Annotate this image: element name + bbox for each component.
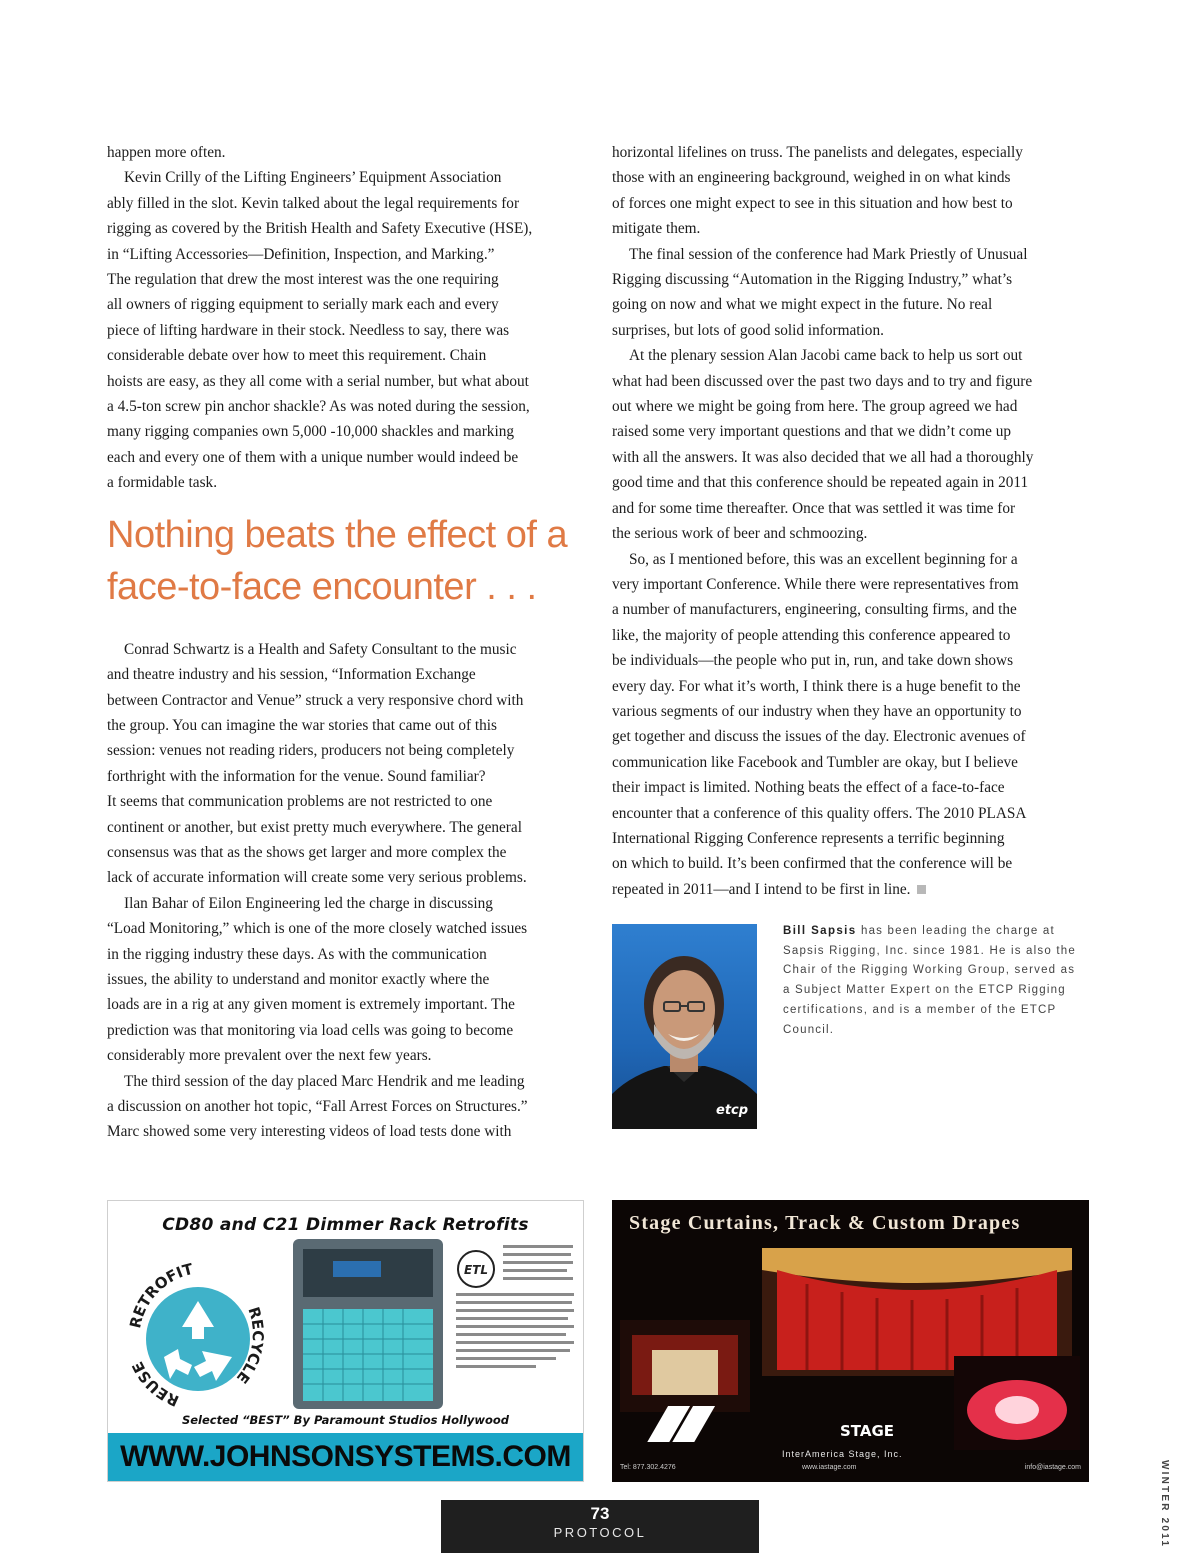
text-line bbox=[107, 318, 587, 343]
bio-line-1: has been leading the charge at bbox=[856, 925, 1055, 937]
text-line-content: those with an engineering background, weighed in on what kinds bbox=[612, 169, 1011, 187]
article-column-right bbox=[612, 140, 1092, 902]
text-line-content: lack of accurate information will create some very serious problems. bbox=[107, 869, 527, 887]
text-line-content: continent or another, but exist pretty much everywhere. The general bbox=[107, 818, 522, 836]
text-line bbox=[612, 394, 1092, 419]
text-line-content: every day. For what it’s worth, I think there is a huge benefit to the bbox=[612, 677, 1021, 695]
text-line-content: The third session of the day placed Marc Hendrik and me leading bbox=[124, 1072, 525, 1090]
text-line bbox=[107, 394, 587, 419]
text-line-content: So, as I mentioned before, this was an excellent beginning for a bbox=[629, 550, 1018, 568]
text-line-content: piece of lifting hardware in their stock. Needless to say, there was bbox=[107, 321, 510, 339]
text-line bbox=[612, 343, 1092, 368]
ring-label-recycle: RECYCLE bbox=[232, 1304, 267, 1387]
author-bio bbox=[783, 922, 1083, 1040]
text-line bbox=[107, 916, 587, 941]
text-line bbox=[107, 713, 587, 738]
text-line bbox=[612, 877, 1092, 902]
text-line-content: consensus was that as the shows get larger and more complex the bbox=[107, 843, 507, 861]
text-line-content: a discussion on another hot topic, “Fall Arrest Forces on Structures.” bbox=[107, 1098, 528, 1115]
text-line-content: ably filled in the slot. Kevin talked about the legal requirements for bbox=[107, 194, 520, 212]
issue-label: WINTER 2011 bbox=[1159, 1460, 1170, 1549]
text-line-content: get together and discuss the issues of the day. Electronic avenues of bbox=[612, 728, 1026, 746]
text-line-content: considerably more prevalent over the next few years. bbox=[107, 1047, 432, 1065]
text-line bbox=[107, 242, 587, 267]
page-footer bbox=[441, 1500, 759, 1553]
text-line bbox=[612, 699, 1092, 724]
text-line bbox=[612, 572, 1092, 597]
text-line bbox=[612, 191, 1092, 216]
text-line-content: a number of manufacturers, engineering, consulting firms, and the bbox=[612, 601, 1017, 619]
bio-line-4: a Subject Matter Expert on the ETCP Rigging bbox=[783, 984, 1066, 997]
text-line bbox=[107, 738, 587, 763]
author-photo bbox=[612, 924, 757, 1129]
text-line bbox=[107, 470, 587, 495]
text-line bbox=[612, 445, 1092, 470]
pull-headline bbox=[107, 509, 587, 613]
text-line-content: horizontal lifelines on truss. The panelists and delegates, especially bbox=[612, 144, 1023, 161]
text-line-content: mitigate them. bbox=[612, 220, 701, 238]
text-line bbox=[107, 1018, 587, 1043]
text-line bbox=[107, 688, 587, 713]
text-line bbox=[107, 140, 587, 165]
text-line-content: what had been discussed over the past two days and to try and figure bbox=[612, 372, 1033, 390]
end-of-article-mark bbox=[917, 885, 926, 894]
text-line-content: repeated in 2011—and I intend to be first in line. bbox=[612, 880, 911, 898]
text-line-content: in “Lifting Accessories—Definition, Inspection, and Marking.” bbox=[107, 245, 495, 263]
text-line-content: like, the majority of people attending this conference appeared to bbox=[612, 626, 1011, 644]
text-line-content: hoists are easy, as they all come with a serial number, but what about bbox=[107, 372, 529, 390]
text-line bbox=[612, 521, 1092, 546]
text-line-content: all owners of rigging equipment to serially mark each and every bbox=[107, 296, 499, 314]
text-line-content: on which to build. It’s been confirmed that the conference will be bbox=[612, 855, 1013, 873]
text-line bbox=[107, 369, 587, 394]
text-line-content: issues, the ability to understand and monitor exactly where the bbox=[107, 970, 490, 988]
text-line-content: in the rigging industry these days. As with the communication bbox=[107, 945, 487, 963]
text-line bbox=[612, 547, 1092, 572]
text-line bbox=[612, 140, 1092, 165]
text-line-content: very important Conference. While there were representatives from bbox=[612, 575, 1019, 593]
text-line-content: Kevin Crilly of the Lifting Engineers’ Equipment Association bbox=[124, 169, 502, 187]
bio-line-5: certifications, and is a member of the ETCP bbox=[783, 1003, 1057, 1016]
text-line bbox=[612, 648, 1092, 673]
text-line bbox=[107, 1119, 587, 1144]
ad-left-url[interactable]: WWW.JOHNSONSYSTEMS.COM bbox=[108, 1433, 583, 1481]
text-line bbox=[107, 1069, 587, 1094]
ad-right-title: Stage Curtains, Track & Custom Drapes bbox=[629, 1212, 1021, 1234]
text-line bbox=[612, 674, 1092, 699]
ad-right-photos bbox=[612, 1200, 1089, 1482]
text-line bbox=[107, 967, 587, 992]
text-line bbox=[107, 191, 587, 216]
text-line-content: a 4.5-ton screw pin anchor shackle? As was noted during the session, bbox=[107, 398, 530, 416]
text-line bbox=[107, 216, 587, 241]
text-line bbox=[107, 815, 587, 840]
text-line bbox=[107, 445, 587, 470]
text-line-content: be individuals—the people who put in, run, and take down shows bbox=[612, 652, 1014, 670]
text-line-content: The final session of the conference had Mark Priestly of Unusual bbox=[629, 245, 1028, 263]
text-line bbox=[107, 840, 587, 865]
text-line bbox=[612, 597, 1092, 622]
text-line-content: encounter that a conference of this quality offers. The 2010 PLASA bbox=[612, 804, 1027, 822]
text-line bbox=[612, 750, 1092, 775]
text-line bbox=[612, 775, 1092, 800]
headline-line-2: face-to-face encounter . . . bbox=[107, 565, 537, 608]
johnson-systems-ad[interactable] bbox=[107, 1200, 584, 1482]
text-line bbox=[107, 764, 587, 789]
text-line bbox=[612, 826, 1092, 851]
text-line bbox=[107, 789, 587, 814]
text-line bbox=[612, 267, 1092, 292]
bio-line-2: Sapsis Rigging, Inc. since 1981. He is also the bbox=[783, 944, 1076, 957]
text-line-content: going on now and what we might expect in the future. No real bbox=[612, 296, 993, 314]
text-line-content: the group. You can imagine the war stories that came out of this bbox=[107, 716, 497, 734]
text-line bbox=[612, 470, 1092, 495]
text-line-content: and for some time thereafter. Once that was settled it was time for bbox=[612, 499, 1016, 517]
text-line-content: raised some very important questions and that we didn’t come up bbox=[612, 423, 1012, 441]
bio-line-3: Chair of the Rigging Working Group, served as bbox=[783, 964, 1076, 977]
ad-left-graphics bbox=[108, 1239, 584, 1439]
text-line bbox=[107, 992, 587, 1017]
text-line bbox=[612, 242, 1092, 267]
text-line bbox=[107, 267, 587, 292]
text-line-content: good time and that this conference should be repeated again in 2011 bbox=[612, 474, 1029, 492]
text-line bbox=[612, 165, 1092, 190]
text-line-content: prediction was that monitoring via load cells was going to become bbox=[107, 1021, 514, 1039]
text-line-content: The regulation that drew the most interest was the one requiring bbox=[107, 271, 499, 289]
text-line bbox=[107, 891, 587, 916]
left-column-paragraphs-bottom bbox=[107, 637, 587, 1145]
text-line bbox=[612, 496, 1092, 521]
text-line bbox=[107, 637, 587, 662]
text-line bbox=[107, 419, 587, 444]
text-line bbox=[612, 801, 1092, 826]
right-column-paragraphs bbox=[612, 140, 1092, 902]
text-line-content: forthright with the information for the venue. Sound familiar? bbox=[107, 767, 486, 785]
text-line bbox=[107, 662, 587, 687]
ad-right-company: InterAmerica Stage, Inc. bbox=[782, 1449, 903, 1459]
text-line bbox=[107, 1094, 587, 1119]
text-line bbox=[612, 623, 1092, 648]
text-line bbox=[612, 851, 1092, 876]
text-line-content: surprises, but lots of good solid information. bbox=[612, 321, 884, 339]
ad-left-title: CD80 and C21 Dimmer Rack Retrofits bbox=[162, 1215, 529, 1235]
text-line bbox=[612, 369, 1092, 394]
text-line-content: many rigging companies own 5,000 -10,000 shackles and marking bbox=[107, 423, 514, 441]
author-name: Bill Sapsis bbox=[783, 925, 857, 937]
text-line bbox=[612, 724, 1092, 749]
text-line-content: Conrad Schwartz is a Health and Safety Consultant to the music bbox=[124, 640, 517, 658]
text-line-content: each and every one of them with a unique number would indeed be bbox=[107, 448, 519, 466]
text-line-content: Marc showed some very interesting videos of load tests done with bbox=[107, 1123, 512, 1141]
text-line-content: a formidable task. bbox=[107, 474, 218, 492]
text-line-content: loads are in a rig at any given moment is extremely important. The bbox=[107, 996, 515, 1014]
text-line-content: between Contractor and Venue” struck a very responsive chord with bbox=[107, 691, 524, 709]
headline-line-1: Nothing beats the effect of a bbox=[107, 513, 568, 556]
article-column-left bbox=[107, 140, 587, 1145]
text-line bbox=[612, 318, 1092, 343]
text-line-content: At the plenary session Alan Jacobi came back to help us sort out bbox=[629, 347, 1023, 365]
text-line bbox=[107, 165, 587, 190]
text-line-content: “Load Monitoring,” which is one of the more closely watched issues bbox=[107, 920, 528, 938]
text-line-content: various segments of our industry when they have an opportunity to bbox=[612, 702, 1022, 720]
text-line-content: communication like Facebook and Tumbler are okay, but I believe bbox=[612, 753, 1018, 771]
text-line bbox=[612, 216, 1092, 241]
text-line-content: with all the answers. It was also decided that we all had a thoroughly bbox=[612, 448, 1034, 466]
ad-right-website[interactable]: www.iastage.com bbox=[802, 1464, 857, 1471]
text-line bbox=[107, 942, 587, 967]
ad-left-tagline: Selected “BEST” By Paramount Studios Hollywood bbox=[181, 1413, 510, 1427]
text-line-content: considerable debate over how to meet this requirement. Chain bbox=[107, 347, 487, 365]
ad-right-email[interactable]: info@iastage.com bbox=[1024, 1464, 1081, 1471]
ring-label-retrofit: RETROFIT bbox=[126, 1259, 195, 1330]
text-line bbox=[612, 292, 1092, 317]
text-line-content: It seems that communication problems are not restricted to one bbox=[107, 793, 493, 811]
iastage-ad[interactable] bbox=[612, 1200, 1089, 1482]
text-line-content: the serious work of beer and schmoozing. bbox=[612, 525, 868, 543]
text-line bbox=[612, 419, 1092, 444]
text-line-content: Ilan Bahar of Eilon Engineering led the charge in discussing bbox=[124, 894, 493, 912]
ring-label-reuse: REUSE bbox=[128, 1358, 182, 1410]
text-line bbox=[107, 292, 587, 317]
text-line-content: out where we might be going from here. The group agreed we had bbox=[612, 398, 1018, 416]
text-line-content: rigging as covered by the British Health and Safety Executive (HSE), bbox=[107, 220, 533, 238]
text-line-content: International Rigging Conference represents a terrific beginning bbox=[612, 829, 1005, 847]
text-line-content: Rigging discussing “Automation in the Rigging Industry,” what’s bbox=[612, 271, 1013, 289]
publication-name: PROTOCOL bbox=[553, 1525, 647, 1540]
etl-text: ETL bbox=[463, 1263, 489, 1277]
text-line-content: session: venues not reading riders, producers not being completely bbox=[107, 742, 515, 760]
text-line bbox=[107, 343, 587, 368]
ad-right-phone: Tel: 877.302.4276 bbox=[620, 1464, 676, 1471]
text-line bbox=[107, 865, 587, 890]
page-number: 73 bbox=[590, 1504, 610, 1523]
shirt-logo: etcp bbox=[716, 1103, 749, 1118]
text-line bbox=[107, 1043, 587, 1068]
text-line-content: their impact is limited. Nothing beats the effect of a face-to-face bbox=[612, 779, 1005, 797]
text-line-content: of forces one might expect to see in this situation and how best to bbox=[612, 194, 1013, 212]
iastage-logo-text: STAGE bbox=[840, 1422, 895, 1440]
bio-line-6: Council. bbox=[783, 1023, 835, 1036]
left-column-paragraphs-top bbox=[107, 140, 587, 496]
author-portrait-illustration bbox=[612, 924, 757, 1129]
text-line-content: happen more often. bbox=[107, 144, 226, 161]
text-line-content: and theatre industry and his session, “Information Exchange bbox=[107, 666, 476, 684]
